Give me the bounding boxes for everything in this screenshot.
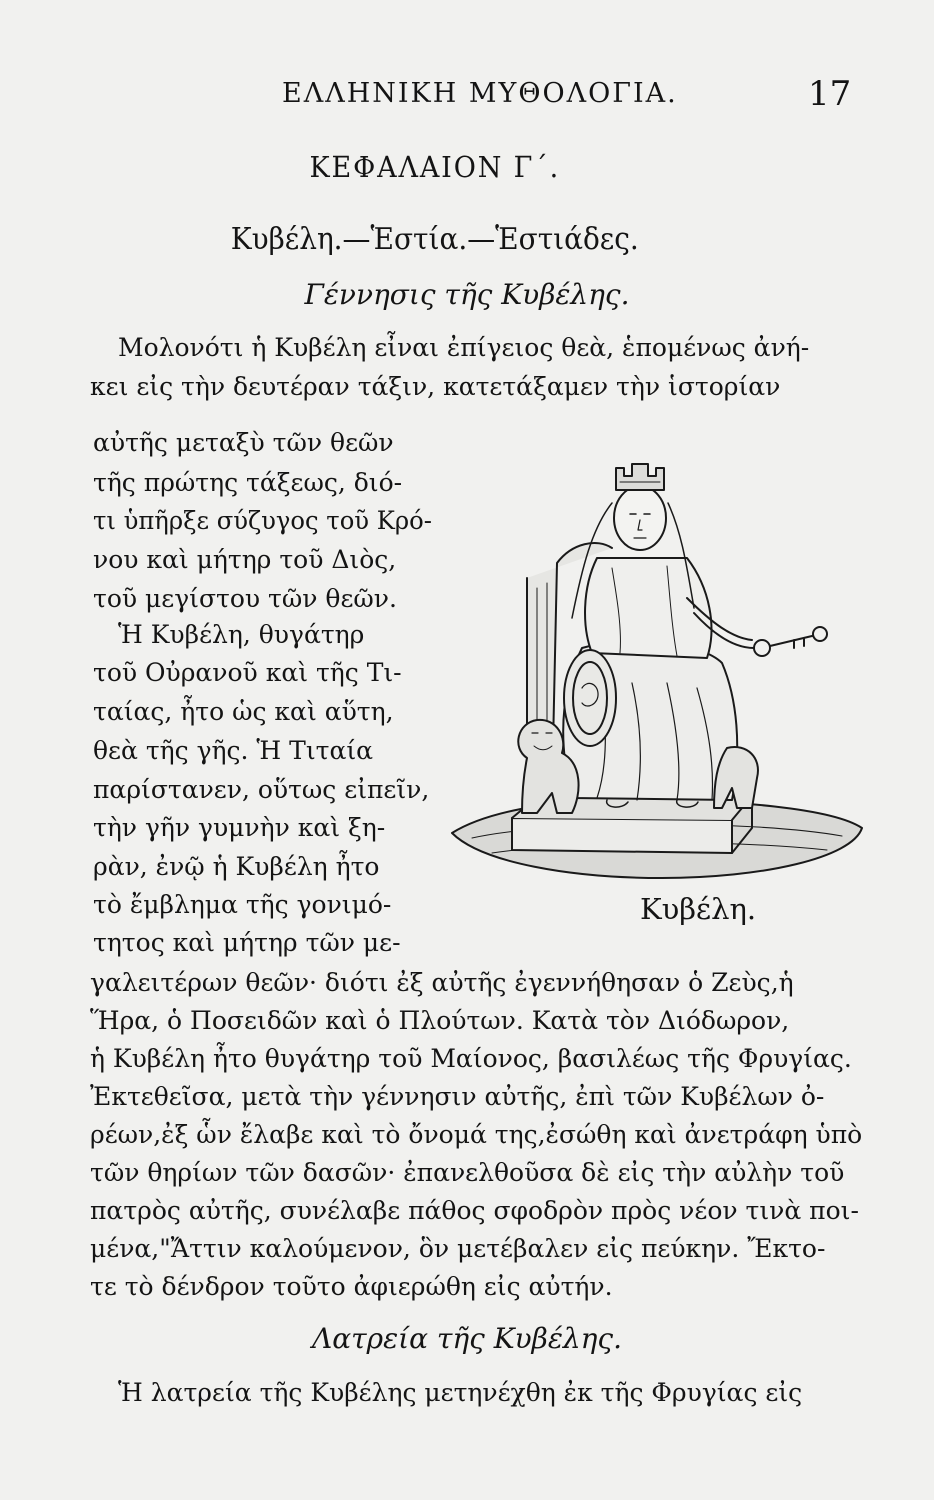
text-line: Ἥρα, ὁ Ποσειδῶν καὶ ὁ Πλούτων. Κατὰ τὸν Διόδωρον,	[90, 1006, 790, 1035]
text-line: Μολονότι ἡ Κυβέλη εἶναι ἐπίγειος θεὰ, ἑπομένως ἀνή-	[118, 333, 810, 362]
text-line: πατρὸς αὐτῆς, συνέλαβε πάθος σφοδρὸν πρὸς νέον τινὰ ποι-	[90, 1196, 859, 1225]
text-line: τοῦ μεγίστου τῶν θεῶν.	[93, 584, 397, 613]
text-line: παρίστανεν, οὕτως εἰπεῖν,	[93, 775, 430, 804]
running-head	[0, 74, 934, 118]
text-line: κει εἰς τὴν δευτέραν τάξιν, κατετάξαμεν τὴν ἱστορίαν	[90, 372, 781, 401]
text-line: ρέων,ἐξ ὧν ἔλαβε καὶ τὸ ὄνομά της,ἐσώθη καὶ ἀνετράφη ὑπὸ	[90, 1120, 863, 1149]
figure-caption: Κυβέλη.	[640, 892, 757, 926]
text-line: γαλειτέρων θεῶν· διότι ἐξ αὐτῆς ἐγεννήθησαν ὁ Ζεὺς,ἡ	[90, 968, 794, 997]
section-heading-birth: Γέννησις τῆς Κυβέλης.	[304, 278, 630, 311]
text-line: τητος καὶ μήτηρ τῶν με-	[93, 928, 401, 957]
section-heading-worship: Λατρεία τῆς Κυβέλης.	[312, 1322, 622, 1355]
text-line: νου καὶ μήτηρ τοῦ Διὸς,	[93, 545, 397, 574]
text-line: ρὰν, ἐνῷ ἡ Κυβέλη ἦτο	[93, 852, 380, 881]
text-line: τὸ ἔμβλημα τῆς γονιμό-	[93, 890, 392, 919]
cybele-illustration	[432, 448, 870, 900]
text-line: τε τὸ δένδρον τοῦτο ἀφιερώθη εἰς αὐτήν.	[90, 1272, 613, 1301]
page-number: 17	[808, 74, 852, 114]
text-line: τοῦ Οὐρανοῦ καὶ τῆς Τι-	[93, 658, 402, 687]
chapter-heading: ΚΕΦΑΛΑΙΟΝ Γ΄.	[309, 150, 561, 184]
text-line: Ἐκτεθεῖσα, μετὰ τὴν γέννησιν αὐτῆς, ἐπὶ τῶν Κυβέλων ὀ-	[90, 1082, 825, 1111]
text-line: μένα,"Ἄττιν καλούμενον, ὃν μετέβαλεν εἰς πεύκην. Ἔκτο-	[90, 1234, 826, 1263]
text-line: αὐτῆς μεταξὺ τῶν θεῶν	[93, 428, 394, 457]
text-line: τῆς πρώτης τάξεως, διό-	[93, 468, 403, 497]
text-line: Ἡ λατρεία τῆς Κυβέλης μετηνέχθη ἐκ τῆς Φρυγίας εἰς	[118, 1378, 803, 1407]
text-line: θεὰ τῆς γῆς. Ἡ Τιταία	[93, 736, 374, 765]
text-line: ἡ Κυβέλη ἦτο θυγάτηρ τοῦ Μαίονος, βασιλέως τῆς Φρυγίας.	[90, 1044, 852, 1073]
running-title: ΕΛΛΗΝΙΚΗ ΜΥΘΟΛΟΓΙΑ.	[282, 78, 678, 109]
text-line: τι ὑπῆρξε σύζυγος τοῦ Κρό-	[93, 506, 432, 535]
text-line: τῶν θηρίων τῶν δασῶν· ἐπανελθοῦσα δὲ εἰς τὴν αὐλὴν τοῦ	[90, 1158, 845, 1187]
chapter-subjects: Κυβέλη.—Ἑστία.—Ἑστιάδες.	[230, 222, 639, 257]
text-line: Ἡ Κυβέλη, θυγάτηρ	[118, 620, 365, 649]
text-line: τὴν γῆν γυμνὴν καὶ ξη-	[93, 813, 386, 842]
text-line: ταίας, ἦτο ὡς καὶ αὕτη,	[93, 697, 394, 726]
